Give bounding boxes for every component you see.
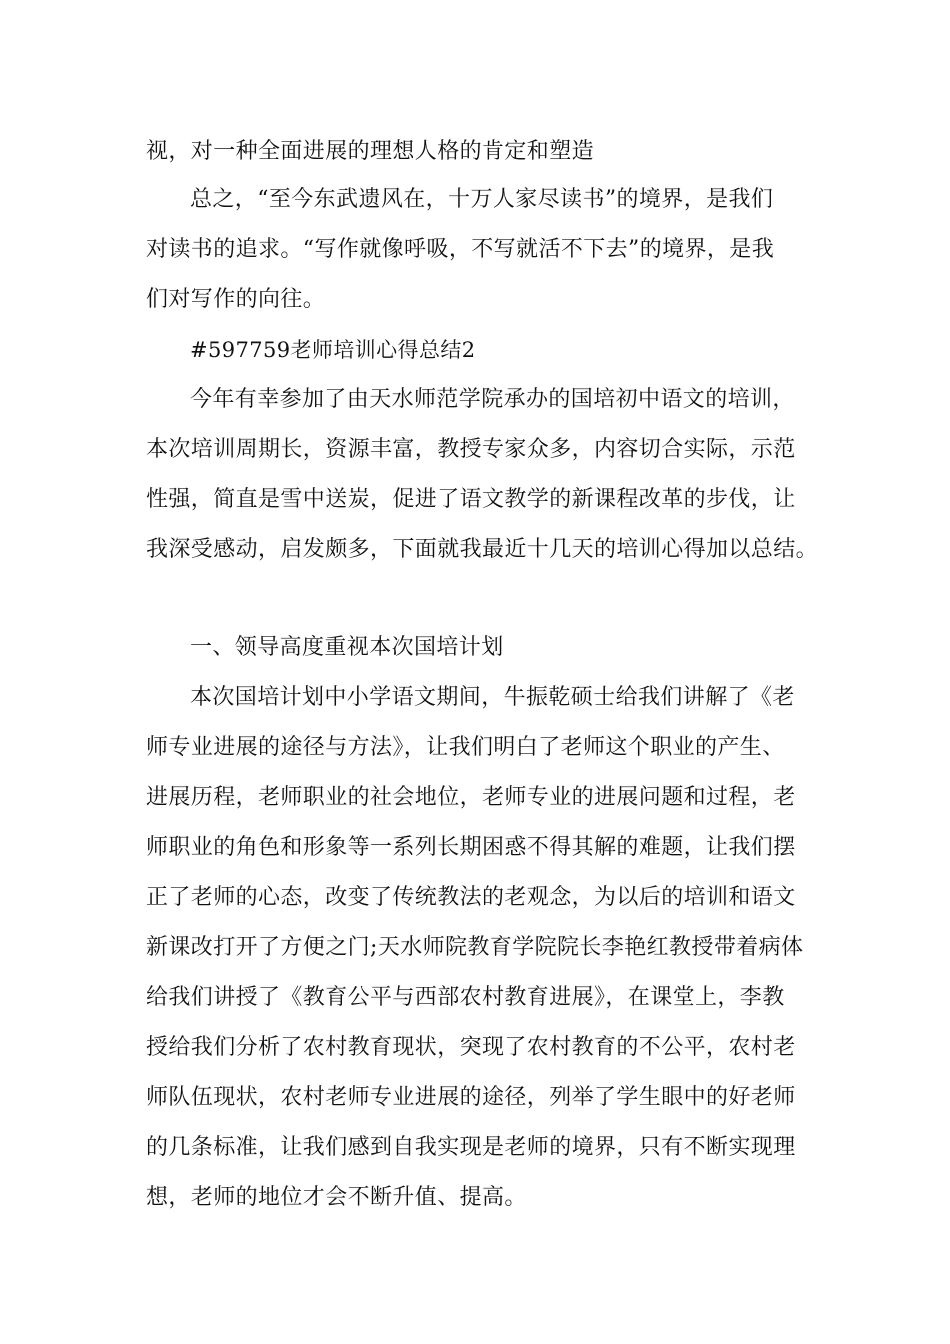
subheading: 一、领导高度重视本次国培计划 xyxy=(190,635,504,660)
text-line-18: 授给我们分析了农村教育现状，突现了农村教育的不公平，农村老 xyxy=(146,1035,796,1060)
text-line-7: 本次培训周期长，资源丰富，教授专家众多，内容切合实际，示范 xyxy=(146,437,796,462)
text-line-9: 我深受感动，启发颇多，下面就我最近十几天的培训心得加以总结。 xyxy=(146,537,819,562)
text-line-11: 本次国培计划中小学语文期间，牛振乾硕士给我们讲解了《老 xyxy=(190,685,795,710)
text-line-8: 性强，简直是雪中送炭，促进了语文教学的新课程改革的步伐，让 xyxy=(146,487,796,512)
text-line-14: 师职业的角色和形象等一系列长期困惑不得其解的难题，让我们摆 xyxy=(146,835,796,860)
text-line-15: 正了老师的心态，改变了传统教法的老观念，为以后的培训和语文 xyxy=(146,885,796,910)
text-line-1: 视，对一种全面进展的理想人格的肯定和塑造 xyxy=(146,139,595,164)
text-line-19: 师队伍现状，农村老师专业进展的途径，列举了学生眼中的好老师 xyxy=(146,1085,796,1110)
text-line-4: 们对写作的向往。 xyxy=(146,287,326,312)
text-line-3: 对读书的追求。“写作就像呼吸，不写就活不下去”的境界，是我 xyxy=(146,237,775,262)
section-title: #597759老师培训心得总结2 xyxy=(190,338,476,362)
text-line-13: 进展历程，老师职业的社会地位，老师专业的进展问题和过程，老 xyxy=(146,785,796,810)
text-line-16: 新课改打开了方便之门;天水师院教育学院院长李艳红教授带着病体 xyxy=(146,935,804,960)
text-line-6: 今年有幸参加了由天水师范学院承办的国培初中语文的培训， xyxy=(190,387,795,412)
text-line-21: 想，老师的地位才会不断升值、提高。 xyxy=(146,1185,527,1210)
text-line-17: 给我们讲授了《教育公平与西部农村教育进展》，在课堂上，李教 xyxy=(146,985,785,1010)
text-line-2: 总之，“至今东武遗风在，十万人家尽读书”的境界，是我们 xyxy=(190,187,774,212)
text-line-20: 的几条标准，让我们感到自我实现是老师的境界，只有不断实现理 xyxy=(146,1135,796,1160)
text-line-12: 师专业进展的途径与方法》，让我们明白了老师这个职业的产生、 xyxy=(146,735,785,760)
